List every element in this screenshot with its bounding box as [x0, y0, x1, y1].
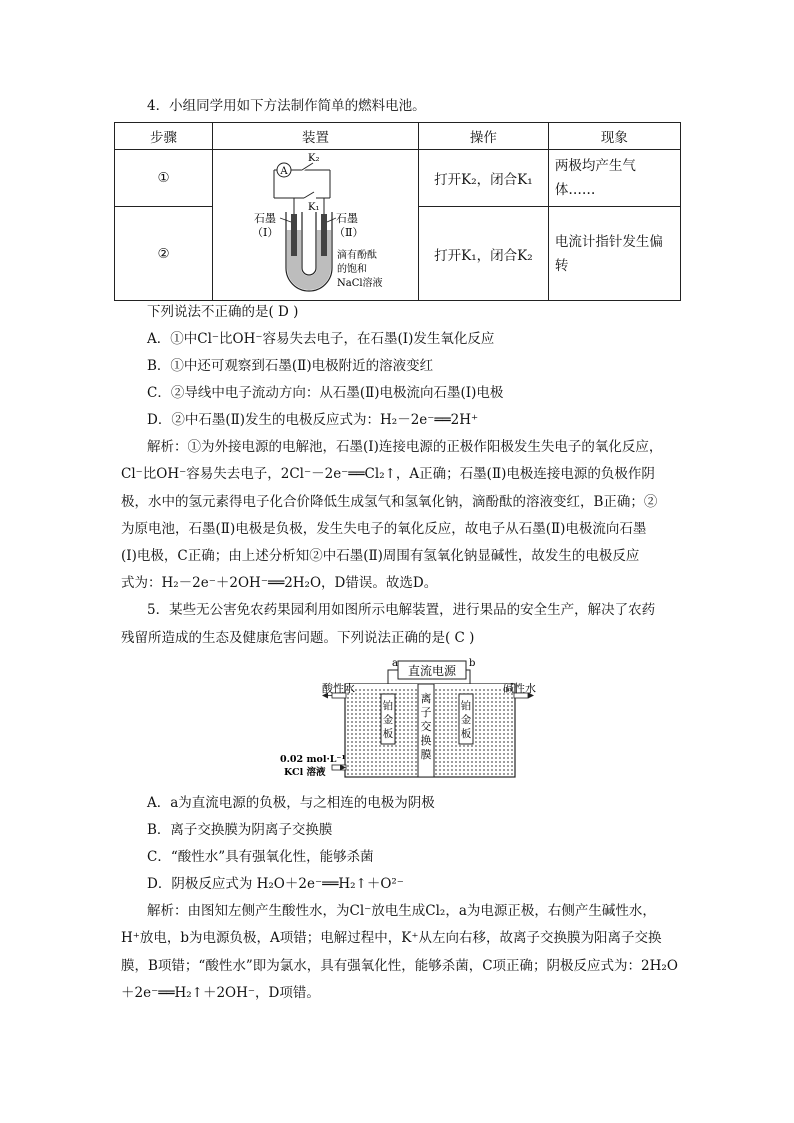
header-device: 装置: [213, 123, 419, 150]
q4-option-b: B．①中还可观察到石墨(Ⅱ)电极附近的溶液变红: [147, 358, 434, 374]
q4-table: [114, 122, 681, 301]
q4-analysis-line: 为原电池，石墨(Ⅱ)电极是负极，发生失电子的氧化反应，故电子从石墨(Ⅱ)电极流向石墨: [121, 521, 647, 537]
q4-stem: 4．小组同学用如下方法制作简单的燃料电池。: [147, 98, 426, 114]
left-electrode-label: 石墨: [253, 212, 276, 225]
phenomenon-cell: 两极均产生气体……: [548, 150, 680, 207]
power-label: 直流电源: [407, 664, 457, 678]
plate-char: 铂: [382, 700, 394, 712]
table-header-row: [115, 123, 681, 150]
table-row: [115, 150, 681, 207]
phenomenon-cell: 电流计指针发生偏转: [548, 207, 680, 301]
plate-char: 板: [460, 728, 472, 740]
step-cell: ②: [115, 207, 213, 301]
q4-analysis-line: (Ⅰ)电极，C正确；由上述分析知②中石墨(Ⅱ)周围有氢氧化钠显碱性，故发生的电极反应: [121, 548, 640, 564]
header-phenomenon: 现象: [548, 123, 680, 150]
operation-cell: 打开K₁，闭合K₂: [418, 207, 548, 301]
solution-label-2: 的饱和: [336, 264, 367, 275]
ammeter-label: A: [279, 166, 288, 177]
solution-label-1: 滴有酚酞: [336, 250, 377, 261]
q4-analysis-line: 式为：H₂－2e⁻＋2OH⁻══2H₂O，D错误。故选D。: [121, 575, 438, 591]
step-cell: ①: [115, 150, 213, 207]
q4-analysis-line: 解析：①为外接电源的电解池，石墨(Ⅰ)连接电源的正极作阳极发生失电子的氧化反应，: [147, 439, 663, 455]
q5-analysis-line: 膜，B项错；“酸性水”即为氯水，具有强氧化性，能够杀菌，C项正确；阴极反应式为：2H₂O: [121, 958, 678, 974]
header-operation: 操作: [418, 123, 548, 150]
operation-cell: 打开K₂，闭合K₁: [418, 150, 548, 207]
q5-stem-line: 残留所造成的生态及健康危害问题。下列说法正确的是( C ): [121, 630, 475, 646]
electrolysis-figure: [270, 656, 550, 782]
left-electrode-num: （Ⅰ）: [251, 226, 278, 239]
acid-water-label: 酸性水: [322, 682, 355, 695]
right-electrode-label: 石墨: [335, 212, 358, 225]
q4-option-c: C．②导线中电子流动方向：从石墨(Ⅱ)电极流向石墨(Ⅰ)电极: [147, 385, 504, 401]
q5-analysis-line: ＋2e⁻══H₂↑＋2OH⁻，D项错。: [121, 985, 320, 1001]
plate-char: 铂: [460, 700, 472, 712]
header-step: 步骤: [115, 123, 213, 150]
q5-option-a: A．a为直流电源的负极，与之相连的电极为阴极: [147, 795, 435, 811]
terminal-b: b: [469, 658, 476, 669]
q5-option-d: D．阴极反应式为 H₂O＋2e⁻══H₂↑＋O²⁻: [147, 876, 404, 892]
graphite-electrode-right: [321, 214, 327, 256]
membrane-char: 离: [420, 692, 432, 705]
membrane-char: 交: [420, 720, 432, 733]
solution-label-3: NaCl溶液: [336, 278, 383, 289]
membrane-char: 换: [420, 734, 432, 747]
q4-analysis-line: 极，水中的氢元素得电子化合价降低生成氢气和氢氧化钠，滴酚酞的溶液变红，B正确；②: [121, 494, 658, 510]
q5-analysis-line: 解析：由图知左侧产生酸性水，为Cl⁻放电生成Cl₂，a为电源正极，右侧产生碱性水，: [147, 903, 656, 919]
kcl-solution: KCl 溶液: [284, 767, 326, 778]
k1-label: K₁: [307, 202, 319, 213]
kcl-concentration: 0.02 mol·L⁻¹: [280, 754, 346, 765]
terminal-a: a: [392, 658, 398, 669]
plate-char: 金: [382, 714, 394, 726]
q5-stem-line: 5．某些无公害免农药果园利用如图所示电解装置，进行果品的安全生产，解决了农药: [147, 602, 656, 618]
plate-char: 金: [460, 714, 472, 726]
k2-label: K₂: [307, 153, 319, 164]
device-cell: [213, 150, 419, 301]
q4-option-a: A．①中Cl⁻比OH⁻容易失去电子，在石墨(Ⅰ)发生氧化反应: [147, 331, 495, 347]
fuel-cell-figure: [216, 150, 416, 296]
q4-analysis-line: Cl⁻比OH⁻容易失去电子，2Cl⁻－2e⁻══Cl₂↑，A正确；石墨(Ⅱ)电极连接电源的负极作阴: [121, 466, 655, 482]
right-electrode-num: （Ⅱ）: [333, 226, 363, 239]
plate-char: 板: [382, 728, 394, 740]
membrane-char: 膜: [420, 748, 432, 761]
alkali-water-label: 碱性水: [503, 682, 536, 695]
q5-analysis-line: H⁺放电，b为电源负极，A项错；电解过程中，K⁺从左向右移，故离子交换膜为阳离子交换: [121, 930, 662, 946]
q5-option-c: C．“酸性水”具有强氧化性，能够杀菌: [147, 849, 374, 865]
q5-option-b: B．离子交换膜为阴离子交换膜: [147, 822, 333, 838]
q4-prompt: 下列说法不正确的是( D ): [147, 304, 299, 320]
q4-option-d: D．②中石墨(Ⅱ)发生的电极反应式为：H₂－2e⁻══2H⁺: [147, 412, 479, 428]
graphite-electrode-left: [291, 214, 297, 256]
membrane-char: 子: [420, 706, 432, 719]
